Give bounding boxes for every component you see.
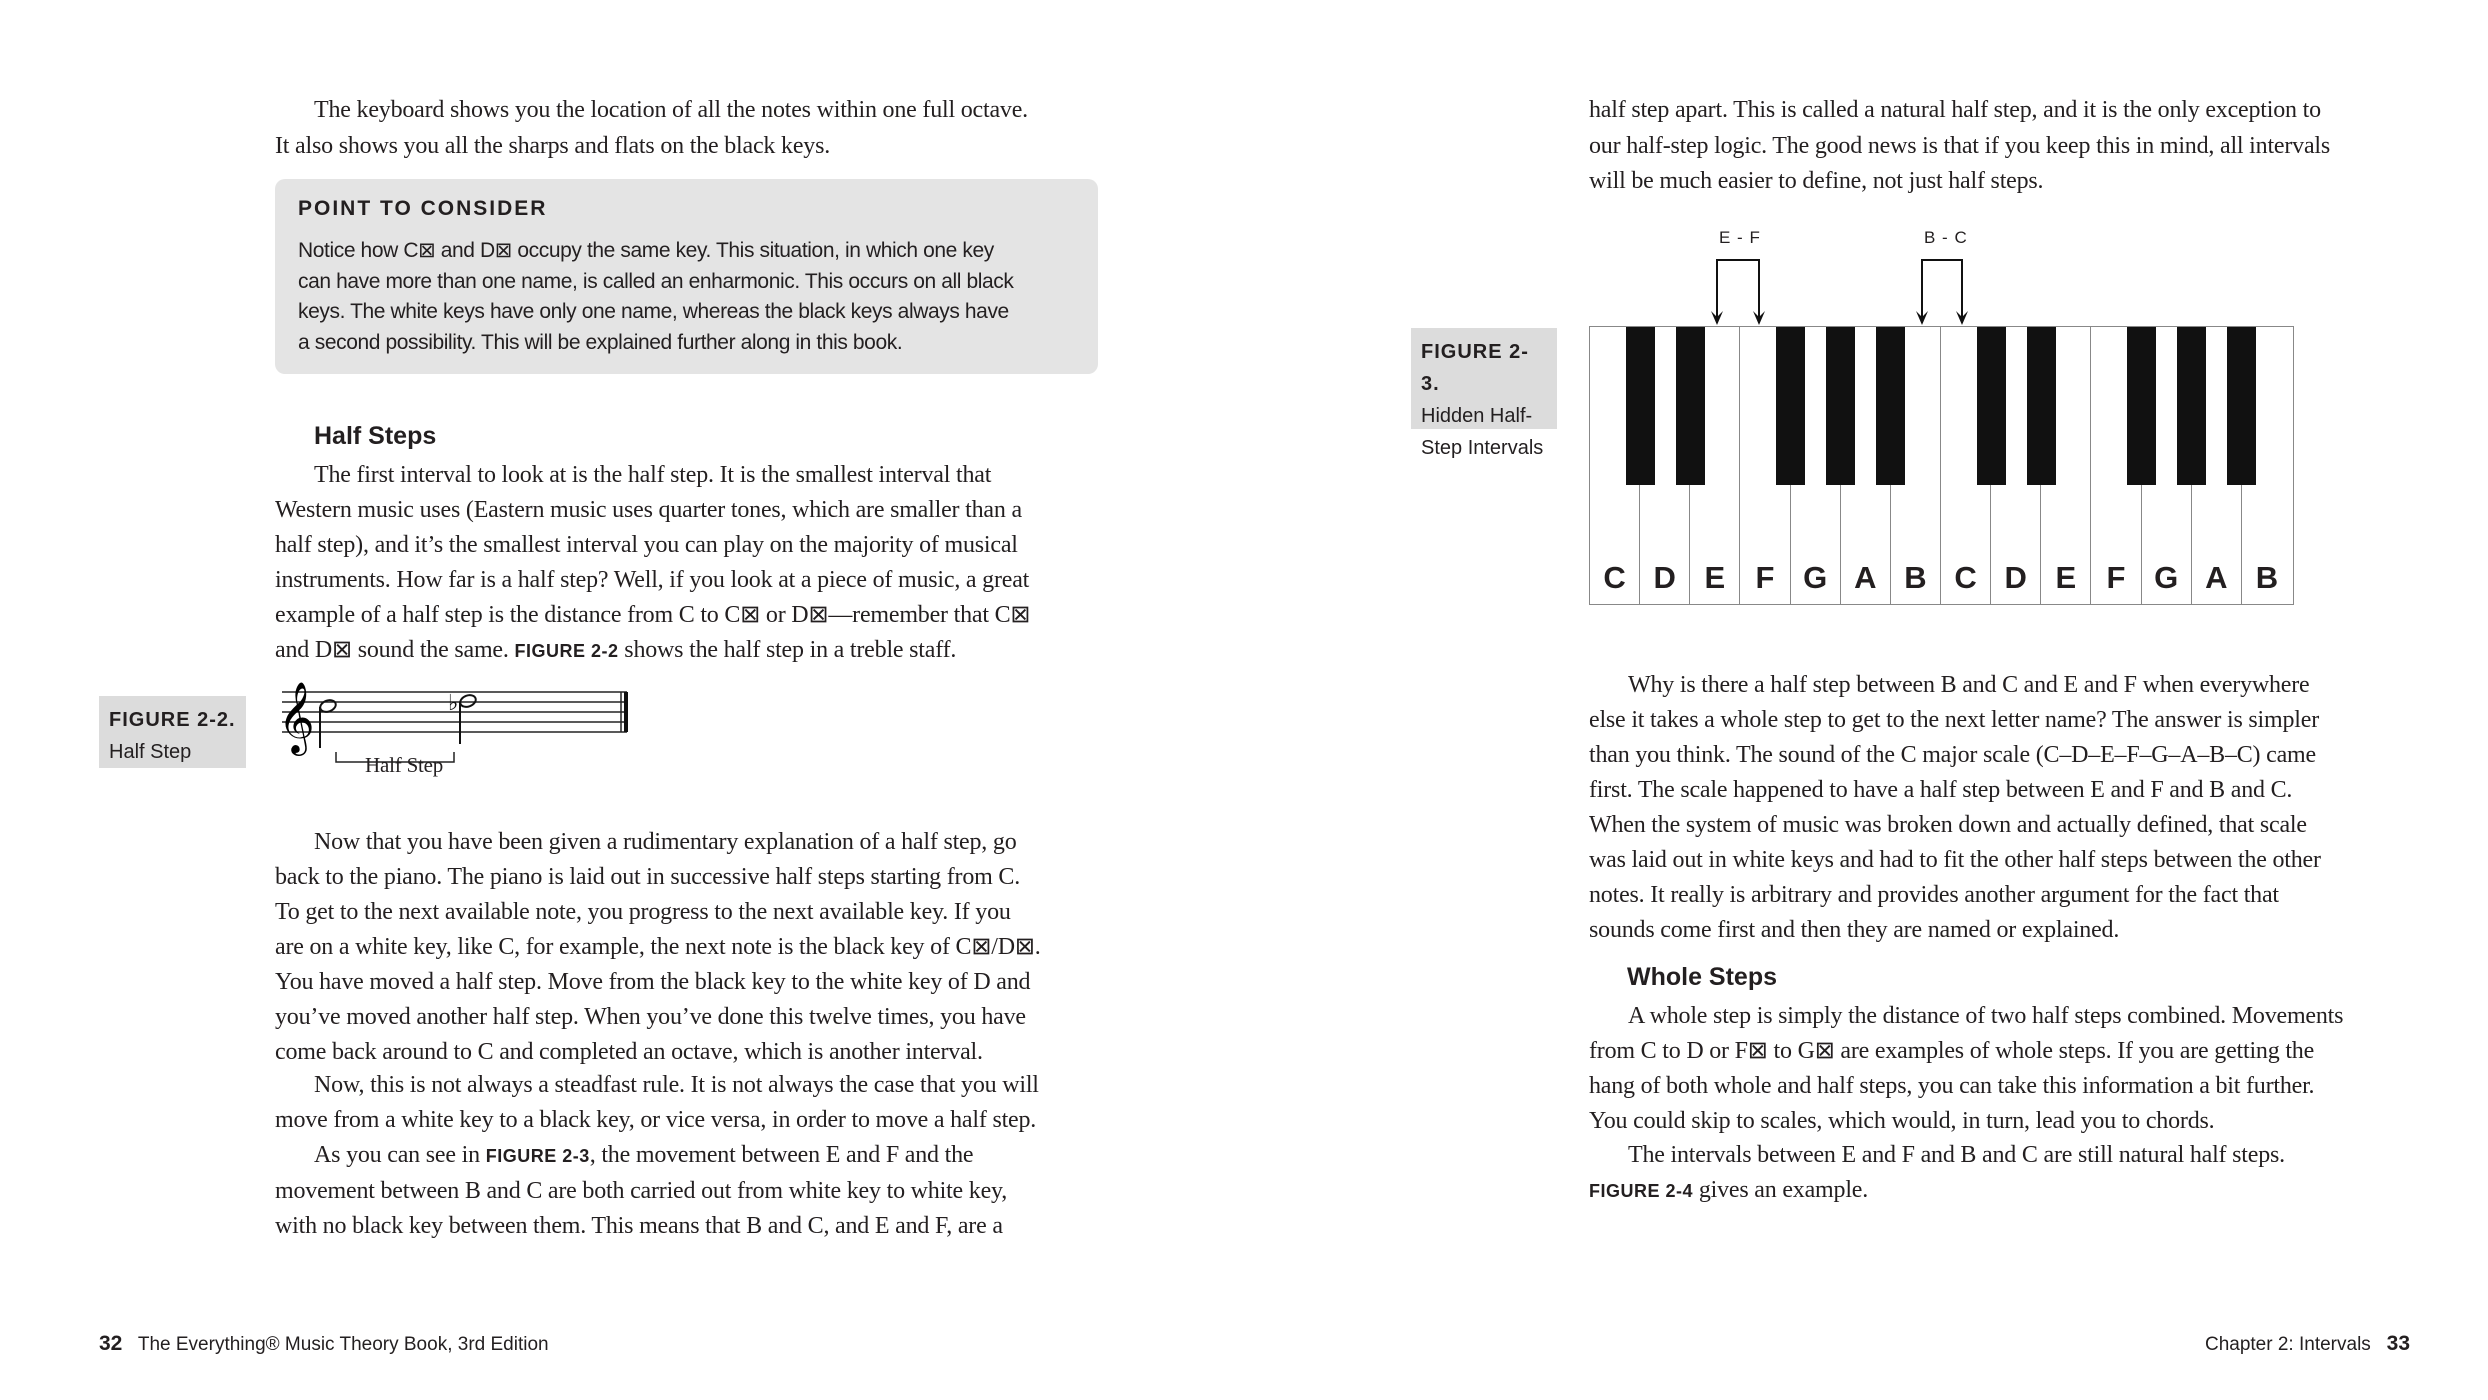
key-label: A: [1854, 560, 1877, 595]
text-line: half step apart. This is called a natural half step, and it is the only exception to: [1589, 97, 2321, 123]
text-line: The keyboard shows you the location of all the notes within one full octave.: [314, 97, 1028, 123]
text-line: You have moved a half step. Move from the black key to the white key of D and: [275, 969, 1031, 995]
key-label: C: [1603, 560, 1626, 595]
text-line: sounds come first and then they are named or explained.: [1589, 917, 2120, 943]
text-line: movement between B and C are both carried out from white key to white key,: [275, 1177, 1008, 1204]
chapter-title: Chapter 2: Intervals: [2204, 1334, 2371, 1355]
figure-caption: Half Step: [109, 741, 192, 763]
text-line: To get to the next available note, you progress to the next available key. If you: [275, 899, 1011, 925]
book-title: The Everything® Music Theory Book, 3rd Edition: [137, 1334, 549, 1355]
black-key: [2177, 327, 2206, 485]
key-label: B: [2255, 560, 2279, 595]
text-line: was laid out in white keys and had to fit the other half steps between the other: [1589, 847, 2321, 873]
figure-2-3-label: [1411, 328, 1557, 459]
text-line: you’ve moved another half step. When you’ve done this twelve times, you have: [275, 1004, 1026, 1030]
text-line: come back around to C and completed an octave, which is another interval.: [275, 1039, 983, 1065]
note-c: [319, 698, 338, 748]
key-label: A: [2205, 560, 2228, 595]
left-footer: [99, 1332, 549, 1356]
text-line: from C to D or F⊠ to G⊠ are examples of whole steps. If you are getting the: [1589, 1038, 2315, 1064]
text-line: else it takes a whole step to get to the next letter name? The answer is simpler: [1589, 707, 2319, 733]
figure-caption-line: Step Intervals: [1421, 437, 1544, 459]
section-heading-half-steps: Half Steps: [314, 422, 437, 450]
text-line: hang of both whole and half steps, you can take this information a bit further.: [1589, 1073, 2315, 1099]
arrow-e-f: [1717, 260, 1759, 323]
text-line: are on a white key, like C, for example, the next note is the black key of C⊠/D⊠.: [275, 934, 1041, 960]
figure-reference: FIGURE 2-3: [485, 1146, 590, 1166]
text-line: example of a half step is the distance from C to C⊠ or D⊠—remember that C⊠: [275, 602, 1031, 628]
black-key: [1876, 327, 1905, 485]
key-label: E: [2055, 560, 2077, 595]
arrow-label-e-f: E - F: [1719, 228, 1761, 247]
text-line: Western music uses (Eastern music uses quarter tones, which are smaller than a: [275, 497, 1022, 523]
figure-reference: FIGURE 2-2: [514, 641, 619, 661]
black-key: [1626, 327, 1655, 485]
figure-reference: FIGURE 2-4: [1589, 1181, 1694, 1201]
figure-number: FIGURE 2-2.: [109, 709, 236, 731]
section-heading-whole-steps: Whole Steps: [1627, 963, 1778, 991]
half-step-arrows: [1700, 255, 1980, 327]
half-step-staff-figure: [270, 670, 650, 790]
text-line: with no black key between them. This means that B and C, and E and F, are a: [275, 1213, 1003, 1239]
black-key: [2027, 327, 2056, 485]
figure-2-2-label: [99, 696, 246, 768]
black-key: [1776, 327, 1805, 485]
note-d-flat: [459, 693, 478, 744]
key-label: D: [2004, 560, 2027, 595]
text-line: FIGURE 2-4 gives an example.: [1589, 1177, 1869, 1203]
text-line: The intervals between E and F and B and C are still natural half steps.: [1628, 1142, 2285, 1168]
figure-caption-line: Hidden Half-: [1421, 405, 1533, 427]
text-line: instruments. How far is a half step? Well, if you look at a piece of music, a great: [275, 567, 1030, 593]
text-line: A whole step is simply the distance of two half steps combined. Movements: [1628, 1003, 2344, 1029]
key-label: G: [1803, 560, 1828, 595]
text-line: notes. It really is arbitrary and provides another argument for the fact that: [1589, 882, 2279, 908]
text-line: Why is there a half step between B and C and E and F when everywhere: [1628, 672, 2310, 698]
arrow-label-b-c: B - C: [1924, 228, 1968, 247]
key-label: D: [1653, 560, 1676, 595]
black-key: [2227, 327, 2256, 485]
key-label: C: [1954, 560, 1977, 595]
half-step-bracket-label: Half Step: [365, 753, 444, 777]
text-line: will be much easier to define, not just half steps.: [1589, 168, 2044, 194]
key-label: B: [1904, 560, 1927, 595]
text-line: and D⊠ sound the same. FIGURE 2-2 shows the half step in a treble staff.: [275, 637, 957, 663]
text-line: As you can see in FIGURE 2-3, the movement between E and F and the: [314, 1142, 974, 1168]
text-line: The first interval to look at is the half step. It is the smallest interval that: [314, 462, 992, 488]
key-label: F: [1755, 560, 1775, 595]
text-line: keys. The white keys have only one name, whereas the black keys always have: [298, 300, 1009, 323]
figure-number: FIGURE 2-3.: [1421, 341, 1529, 395]
text-line: than you think. The sound of the C major scale (C–D–E–F–G–A–B–C) came: [1589, 742, 2316, 768]
arrow-b-c: [1922, 260, 1962, 323]
black-key: [1826, 327, 1855, 485]
text-line: Now that you have been given a rudimentary explanation of a half step, go: [314, 829, 1017, 855]
right-footer: [2205, 1332, 2410, 1356]
text-line: a second possibility. This will be explained further along in this book.: [298, 330, 903, 354]
text-line: move from a white key to a black key, or vice versa, in order to move a half step.: [275, 1107, 1037, 1133]
treble-clef-icon: 𝄞: [278, 680, 315, 753]
flat-icon: ♭: [448, 691, 459, 716]
black-key: [2127, 327, 2156, 485]
piano-keyboard-figure: [1589, 326, 2294, 605]
text-line: first. The scale happened to have a half step between E and F and B and C.: [1589, 777, 2293, 803]
text-line: Now, this is not always a steadfast rule. It is not always the case that you will: [314, 1072, 1039, 1098]
page-number: 32: [99, 1332, 123, 1355]
text-line: can have more than one name, is called an enharmonic. This occurs on all black: [298, 269, 1014, 293]
key-label: F: [2106, 560, 2126, 595]
text-line: back to the piano. The piano is laid out in successive half steps starting from C.: [275, 864, 1021, 890]
key-label: G: [2154, 560, 2179, 595]
text-line: When the system of music was broken down and actually defined, that scale: [1589, 812, 2307, 838]
black-key: [1676, 327, 1705, 485]
text-line: half step), and it’s the smallest interval you can play on the majority of musical: [275, 532, 1018, 558]
text-line: Notice how C⊠ and D⊠ occupy the same key. This situation, in which one key: [298, 239, 994, 262]
text-line: You could skip to scales, which would, in turn, lead you to chords.: [1589, 1108, 2215, 1134]
black-key: [1977, 327, 2006, 485]
text-line: It also shows you all the sharps and flats on the black keys.: [275, 132, 831, 159]
page-number: 33: [2386, 1332, 2410, 1355]
text-line: our half-step logic. The good news is that if you keep this in mind, all intervals: [1589, 132, 2331, 159]
key-label: E: [1704, 560, 1726, 595]
callout-title: POINT TO CONSIDER: [298, 197, 548, 220]
